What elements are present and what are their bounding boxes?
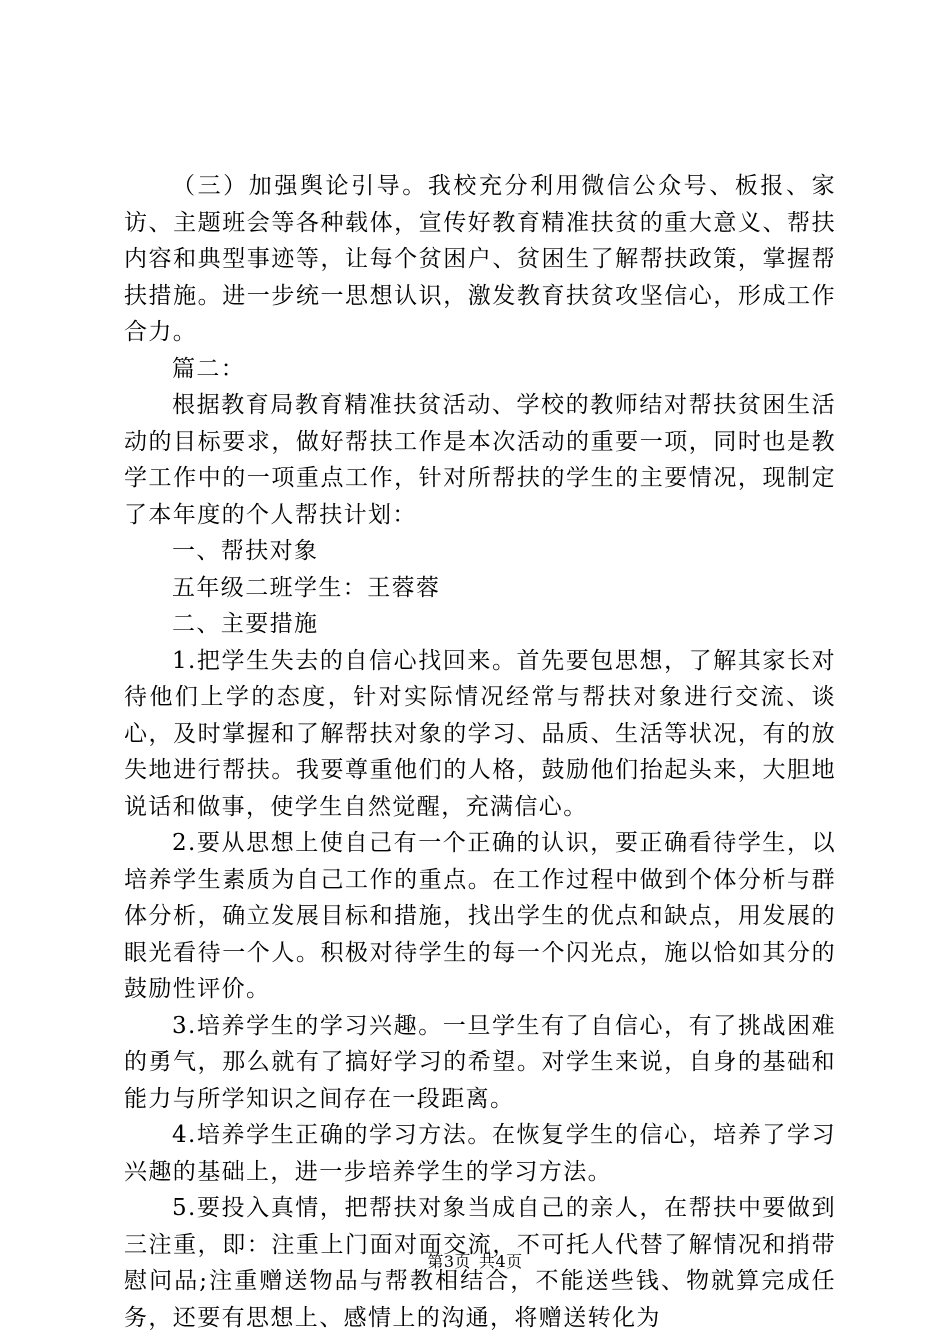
paragraph-measure-4: 4.培养学生正确的学习方法。在恢复学生的信心，培养了学习兴趣的基础上，进一步培养学生的学习方法。 <box>124 1122 836 1185</box>
page-number: 第3页 <box>427 1252 471 1271</box>
page-footer <box>0 1251 950 1273</box>
page-total: 共4页 <box>479 1252 523 1271</box>
section-heading-part-two: 篇二： <box>172 355 246 382</box>
paragraph-measure-2: 2.要从思想上使自己有一个正确的认识，要正确看待学生，以培养学生素质为自己工作的重点。在工作过程中做到个体分析与群体分析，确立发展目标和措施，找出学生的优点和缺点，用发展的眼光看待一个人。积极对待学生的每一个闪光点，施以恰如其分的鼓励性评价。 <box>124 830 836 1002</box>
paragraph-intro: 根据教育局教育精准扶贫活动、学校的教师结对帮扶贫困生活动的目标要求，做好帮扶工作是本次活动的重要一项，同时也是教学工作中的一项重点工作，针对所帮扶的学生的主要情况，现制定了本年度的个人帮扶计划： <box>124 392 836 528</box>
heading-assistance-target: 一、帮扶对象 <box>172 538 319 564</box>
paragraph-measure-1: 1.把学生失去的自信心找回来。首先要包思想，了解其家长对待他们上学的态度，针对实际情况经常与帮扶对象进行交流、谈心，及时掌握和了解帮扶对象的学习、品质、生活等状况，有的放失地进行帮扶。我要尊重他们的人格，鼓励他们抬起头来，大胆地说话和做事，使学生自然觉醒，充满信心。 <box>124 647 836 820</box>
paragraph-measure-3: 3.培养学生的学习兴趣。一旦学生有了自信心，有了挑战困难的勇气，那么就有了搞好学习的希望。对学生来说，自身的基础和能力与所学知识之间存在一段距离。 <box>124 1012 836 1112</box>
paragraph-public-opinion: （三）加强舆论引导。我校充分利用微信公众号、板报、家访、主题班会等各种载体，宣传好教育精准扶贫的重大意义、帮扶内容和典型事迹等，让每个贫困户、贫困生了解帮扶政策，掌握帮扶措施。进一步统一思想认识，激发教育扶贫攻坚信心，形成工作合力。 <box>124 173 836 345</box>
document-body <box>124 168 836 1336</box>
heading-main-measures: 二、主要措施 <box>172 611 319 637</box>
paragraph-measure-5: 5.要投入真情，把帮扶对象当成自己的亲人，在帮扶中要做到三注重，即：注重上门面对面交流，不可托人代替了解情况和捎带慰问品;注重赠送物品与帮教相结合，不能送些钱、物就算完成任务，还要有思想上、感情上的沟通，将赠送转化为 <box>124 1195 836 1331</box>
paragraph-student-name: 五年级二班学生：王蓉蓉 <box>172 574 441 601</box>
